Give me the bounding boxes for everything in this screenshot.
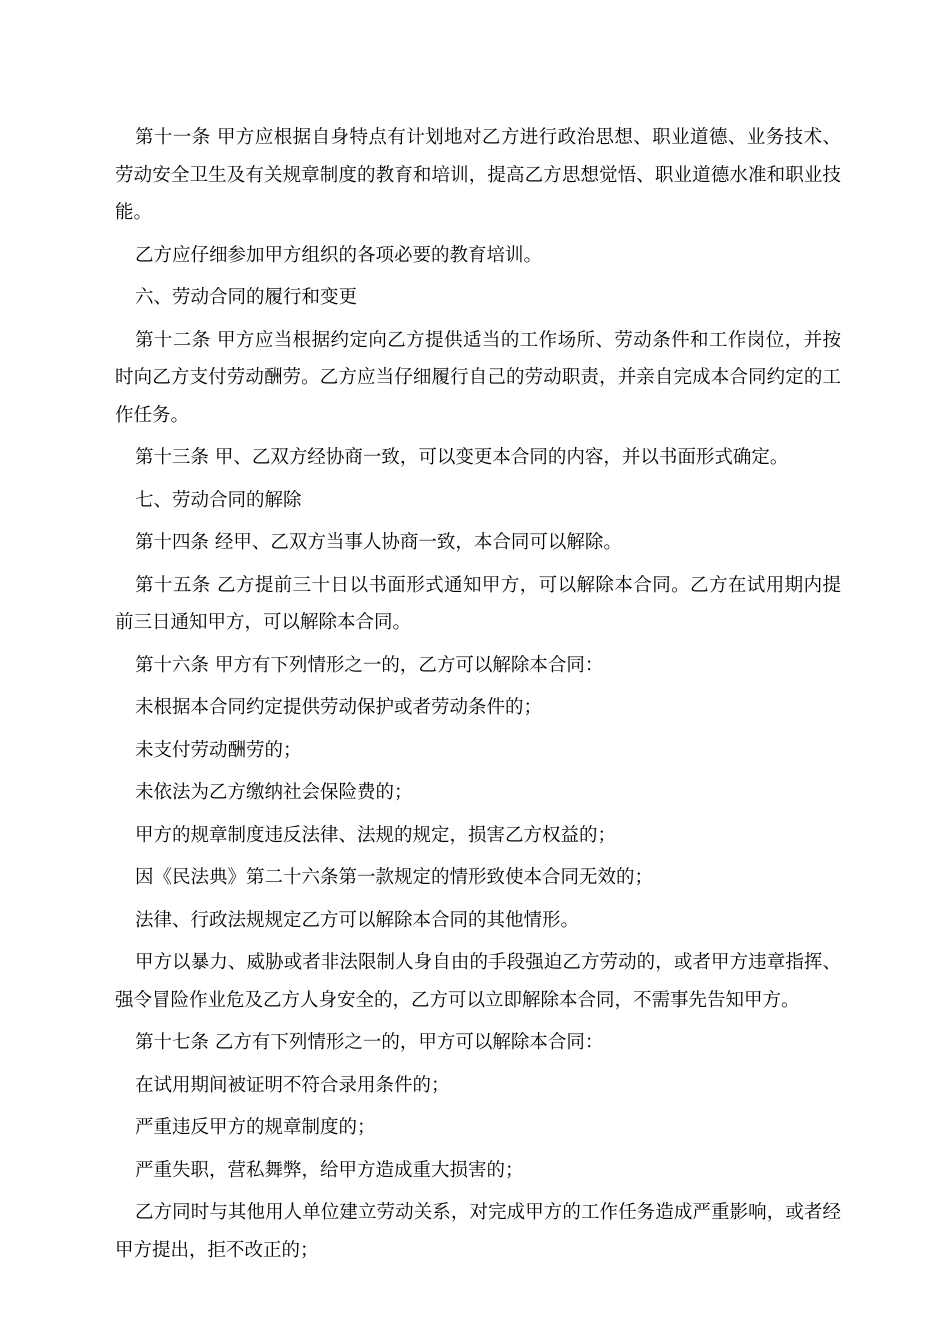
clause-17: 第十七条 乙方有下列情形之一的，甲方可以解除本合同： (135, 1032, 604, 1053)
clause-17-item-2: 严重违反甲方的规章制度的； (135, 1117, 376, 1138)
clause-17-item-4: 乙方同时与其他用人单位建立劳动关系，对完成甲方的工作任务造成严重影响，或者经甲方提出，拒不改正的； (115, 1202, 841, 1261)
clause-16-item-5: 因《民法典》第二十六条第一款规定的情形致使本合同无效的； (135, 867, 654, 888)
clause-16-item-4: 甲方的规章制度违反法律、法规的规定，损害乙方权益的； (135, 824, 617, 846)
clause-16-item-3: 未依法为乙方缴纳社会保险费的； (135, 782, 413, 803)
clause-16-item-1: 未根据本合同约定提供劳动保护或者劳动条件的； (135, 697, 543, 718)
clause-15: 第十五条 乙方提前三十日以书面形式通知甲方，可以解除本合同。乙方在试用期内提前三日通知甲方，可以解除本合同。 (115, 574, 841, 633)
clause-14: 第十四条 经甲、乙双方当事人协商一致，本合同可以解除。 (135, 532, 622, 553)
clause-16-item-2: 未支付劳动酬劳的； (135, 739, 302, 761)
section-heading-7: 七、劳动合同的解除 (135, 489, 302, 511)
clause-12: 第十二条 甲方应当根据约定向乙方提供适当的工作场所、劳动条件和工作岗位，并按时向乙方支付劳动酬劳。乙方应当仔细履行自己的劳动职责，并亲自完成本合同约定的工作任务。 (115, 329, 841, 426)
clause-16: 第十六条 甲方有下列情形之一的，乙方可以解除本合同： (135, 654, 604, 676)
section-heading-6: 六、劳动合同的履行和变更 (135, 287, 358, 308)
clause-16-item-6: 法律、行政法规规定乙方可以解除本合同的其他情形。 (135, 909, 580, 931)
clause-17-item-1: 在试用期间被证明不符合录用条件的； (135, 1074, 450, 1096)
clause-11-supplement: 乙方应仔细参加甲方组织的各项必要的教育培训。 (135, 244, 543, 266)
clause-17-item-3: 严重失职，营私舞弊，给甲方造成重大损害的； (135, 1159, 524, 1181)
clause-11: 第十一条 甲方应根据自身特点有计划地对乙方进行政治思想、职业道德、业务技术、劳动安全卫生及有关规章制度的教育和培训，提高乙方思想觉悟、职业道德水准和职业技能。 (115, 127, 841, 223)
clause-13: 第十三条 甲、乙双方经协商一致，可以变更本合同的内容，并以书面形式确定。 (135, 447, 789, 468)
document-body (115, 119, 841, 1274)
clause-16-immediate-termination: 甲方以暴力、威胁或者非法限制人身自由的手段强迫乙方劳动的，或者甲方违章指挥、强令冒险作业危及乙方人身安全的，乙方可以立即解除本合同，不需事先告知甲方。 (115, 952, 841, 1011)
